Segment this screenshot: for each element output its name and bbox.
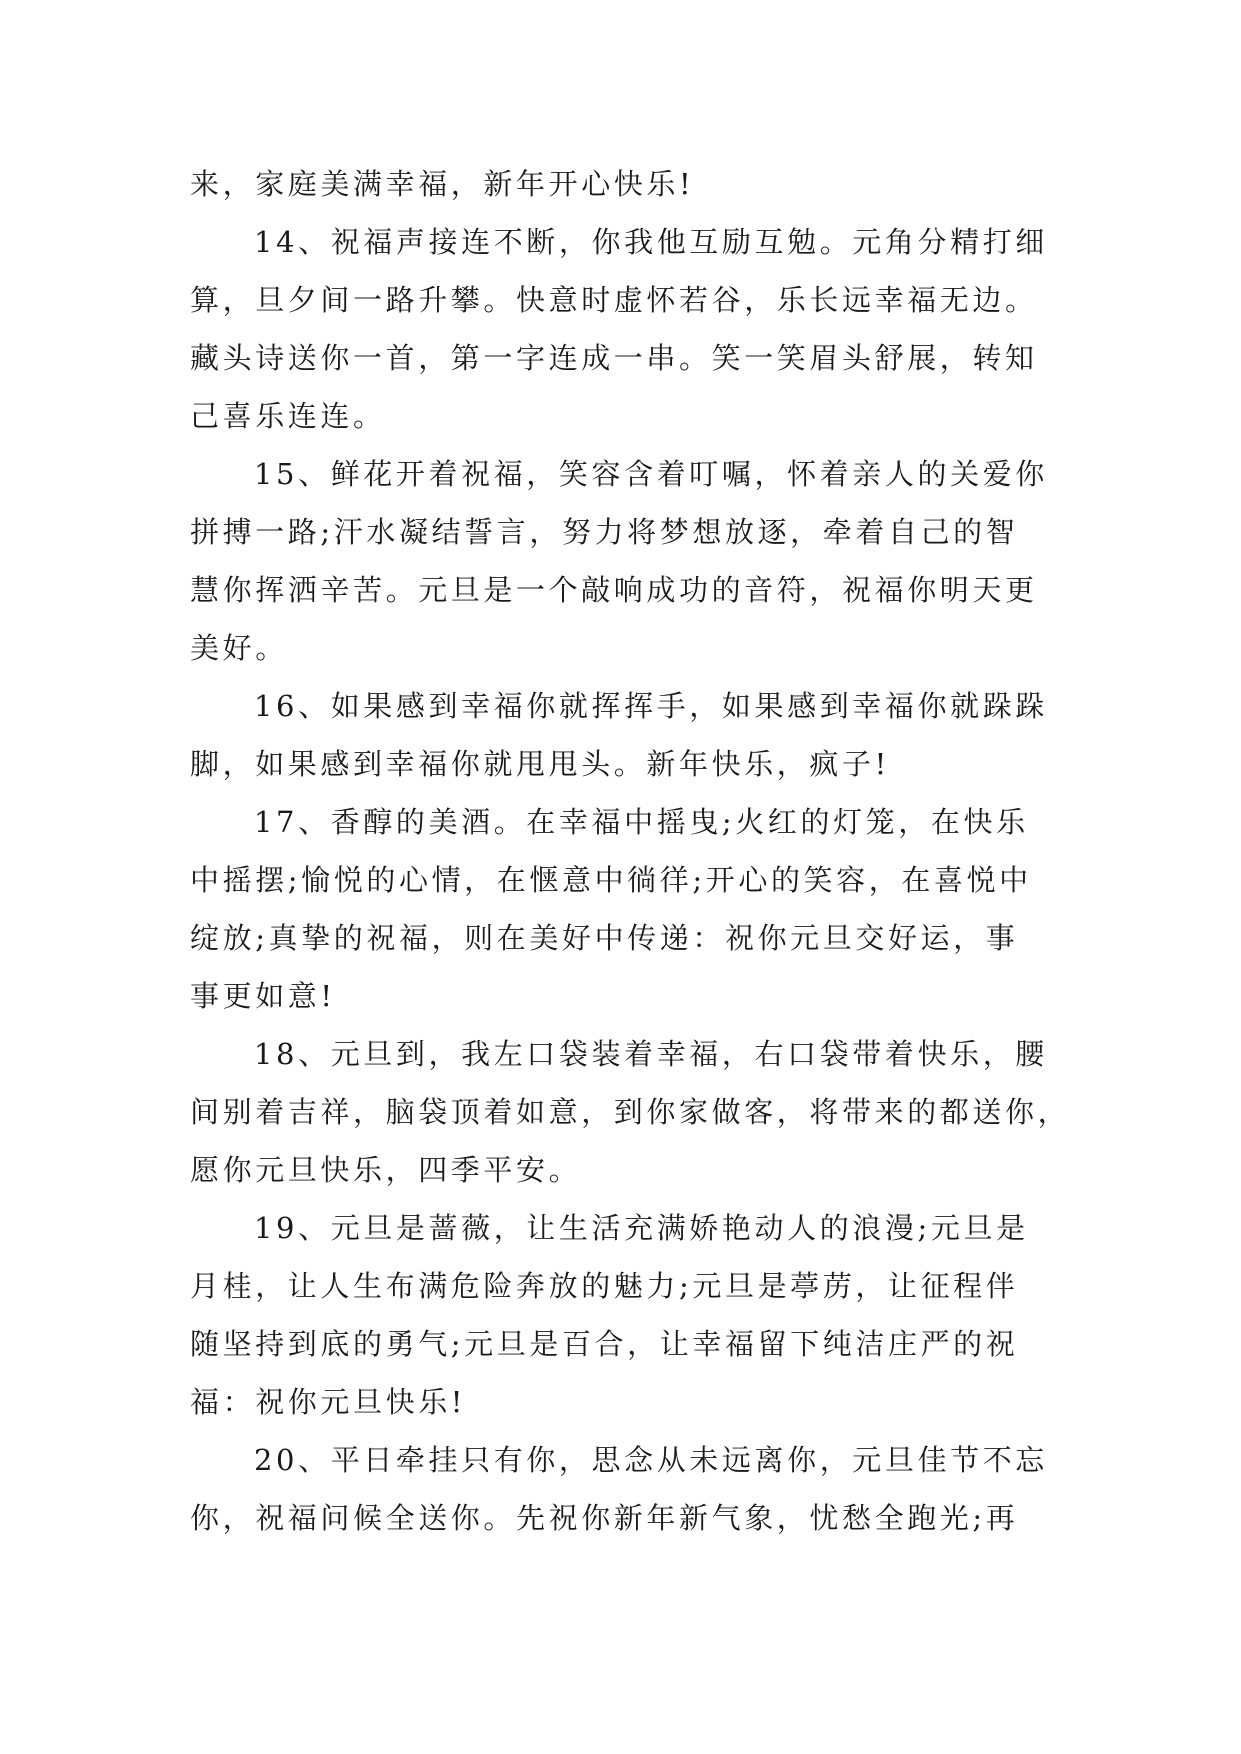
paragraph-15 xyxy=(190,445,1070,677)
text-line: 月桂，让人生布满危险奔放的魅力;元旦是葶苈，让征程伴 xyxy=(190,1269,1019,1303)
text-line: 你，祝福问候全送你。先祝你新年新气象，忧愁全跑光;再 xyxy=(190,1501,1019,1535)
text-line: 14、祝福声接连不断，你我他互励互勉。元角分精打细 xyxy=(254,225,1048,259)
paragraph-continuation xyxy=(190,155,1070,213)
document-body xyxy=(190,155,1070,1547)
text-line: 美好。 xyxy=(190,631,288,665)
paragraph-19 xyxy=(190,1199,1070,1431)
text-line: 19、元旦是蔷薇，让生活充满娇艳动人的浪漫;元旦是 xyxy=(254,1211,1029,1245)
paragraph-20 xyxy=(190,1431,1070,1547)
text-line: 18、元旦到，我左口袋装着幸福，右口袋带着快乐，腰 xyxy=(254,1037,1048,1071)
text-line: 福：祝你元旦快乐! xyxy=(190,1385,467,1419)
text-line: 间别着吉祥，脑袋顶着如意，到你家做客，将带来的都送你， xyxy=(190,1095,1071,1129)
text-line: 随坚持到底的勇气;元旦是百合，让幸福留下纯洁庄严的祝 xyxy=(190,1327,1019,1361)
text-line: 中摇摆;愉悦的心情，在惬意中徜徉;开心的笑容，在喜悦中 xyxy=(190,863,1032,897)
text-line: 算，旦夕间一路升攀。快意时虚怀若谷，乐长远幸福无边。 xyxy=(190,283,1038,317)
text-line: 己喜乐连连。 xyxy=(190,399,386,433)
text-line: 来，家庭美满幸福，新年开心快乐! xyxy=(190,167,695,201)
text-line: 绽放;真挚的祝福，则在美好中传递：祝你元旦交好运，事 xyxy=(190,921,1019,955)
text-line: 拼搏一路;汗水凝结誓言，努力将梦想放逐，牵着自己的智 xyxy=(190,515,1019,549)
text-line: 脚，如果感到幸福你就甩甩头。新年快乐，疯子! xyxy=(190,747,890,781)
paragraph-16 xyxy=(190,677,1070,793)
text-line: 16、如果感到幸福你就挥挥手，如果感到幸福你就跺跺 xyxy=(254,689,1048,723)
text-line: 愿你元旦快乐，四季平安。 xyxy=(190,1153,582,1187)
paragraph-14 xyxy=(190,213,1070,445)
text-line: 17、香醇的美酒。在幸福中摇曳;火红的灯笼，在快乐 xyxy=(254,805,1029,839)
text-line: 15、鲜花开着祝福，笑容含着叮嘱，怀着亲人的关爱你 xyxy=(254,457,1048,491)
text-line: 事更如意! xyxy=(190,979,336,1013)
paragraph-17 xyxy=(190,793,1070,1025)
text-line: 20、平日牵挂只有你，思念从未远离你，元旦佳节不忘 xyxy=(254,1443,1048,1477)
text-line: 藏头诗送你一首，第一字连成一串。笑一笑眉头舒展，转知 xyxy=(190,341,1038,375)
paragraph-18 xyxy=(190,1025,1070,1199)
text-line: 慧你挥洒辛苦。元旦是一个敲响成功的音符，祝福你明天更 xyxy=(190,573,1038,607)
